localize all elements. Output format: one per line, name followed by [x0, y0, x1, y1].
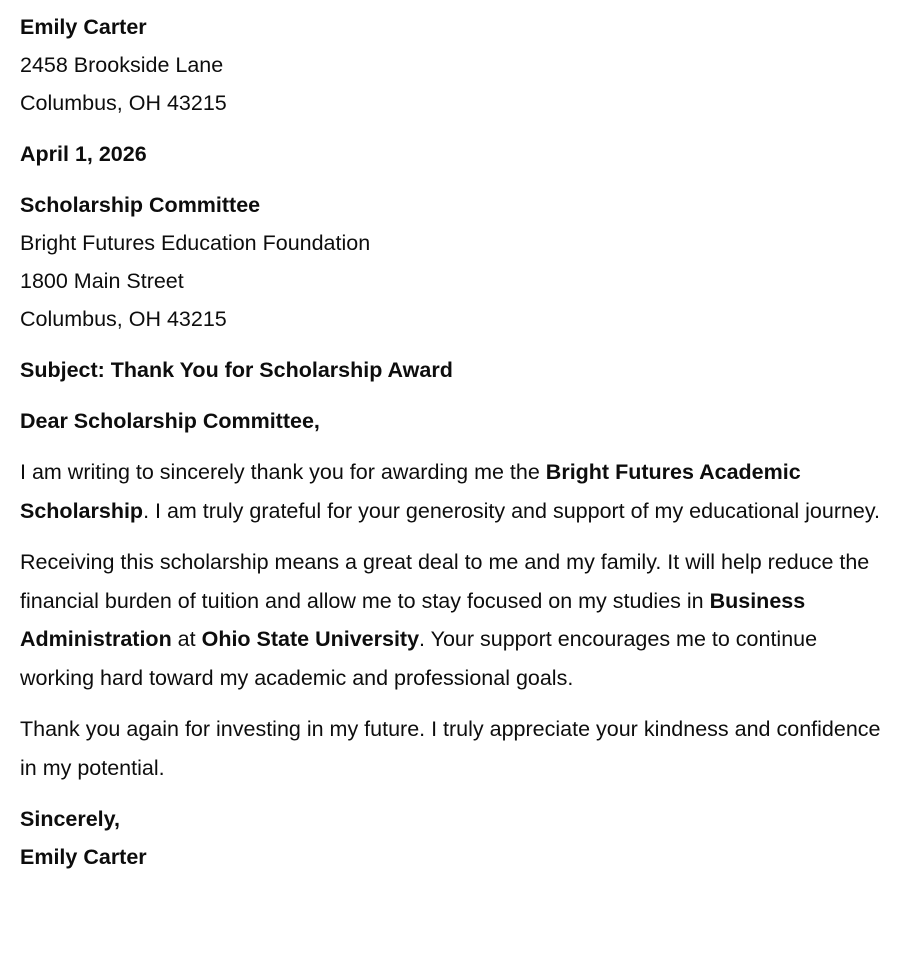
paragraph-1-text-part-1: I am writing to sincerely thank you for awarding me the [20, 460, 546, 484]
paragraph-1-bold-scholarship-name: Bright Futures Academic Scholarship [20, 460, 801, 523]
letter-date: April 1, 2026 [20, 142, 147, 166]
sender-address-block [20, 8, 882, 122]
subject-block [20, 351, 882, 389]
recipient-organization: Bright Futures Education Foundation [20, 231, 371, 255]
paragraph-2-text-part-2: at [171, 627, 202, 651]
signature-name: Emily Carter [20, 845, 147, 869]
date-block [20, 135, 882, 173]
recipient-city-state-zip: Columbus, OH 43215 [20, 307, 227, 331]
body-paragraph-1 [20, 453, 882, 530]
paragraph-3-text: Thank you again for investing in my future. I truly appreciate your kindness and confidence in my potential. [20, 717, 881, 780]
recipient-address-block [20, 186, 882, 338]
sender-name: Emily Carter [20, 15, 147, 39]
salutation-block [20, 402, 882, 440]
recipient-attention: Scholarship Committee [20, 193, 261, 217]
paragraph-2-bold-university: Ohio State University [201, 627, 420, 651]
body-paragraph-3 [20, 710, 882, 787]
paragraph-2-text-part-3: . Your support encourages me to continue working hard toward my academic and professional goals. [20, 627, 818, 690]
valediction: Sincerely, [20, 807, 120, 831]
closing-block [20, 800, 882, 876]
paragraph-2-bold-major: Business Administration [20, 588, 806, 651]
sender-city-state-zip: Columbus, OH 43215 [20, 91, 227, 115]
salutation: Dear Scholarship Committee, [20, 409, 320, 433]
subject-line: Subject: Thank You for Scholarship Award [20, 358, 453, 382]
recipient-street: 1800 Main Street [20, 269, 184, 293]
sender-street: 2458 Brookside Lane [20, 53, 224, 77]
paragraph-1-text-part-2: . I am truly grateful for your generosity and support of my educational journey. [143, 498, 881, 523]
paragraph-2-text-part-1: Receiving this scholarship means a great deal to me and my family. It will help reduce the financial burden of tuition and allow me to stay focused on my studies in [20, 550, 870, 613]
body-paragraph-2 [20, 543, 882, 697]
